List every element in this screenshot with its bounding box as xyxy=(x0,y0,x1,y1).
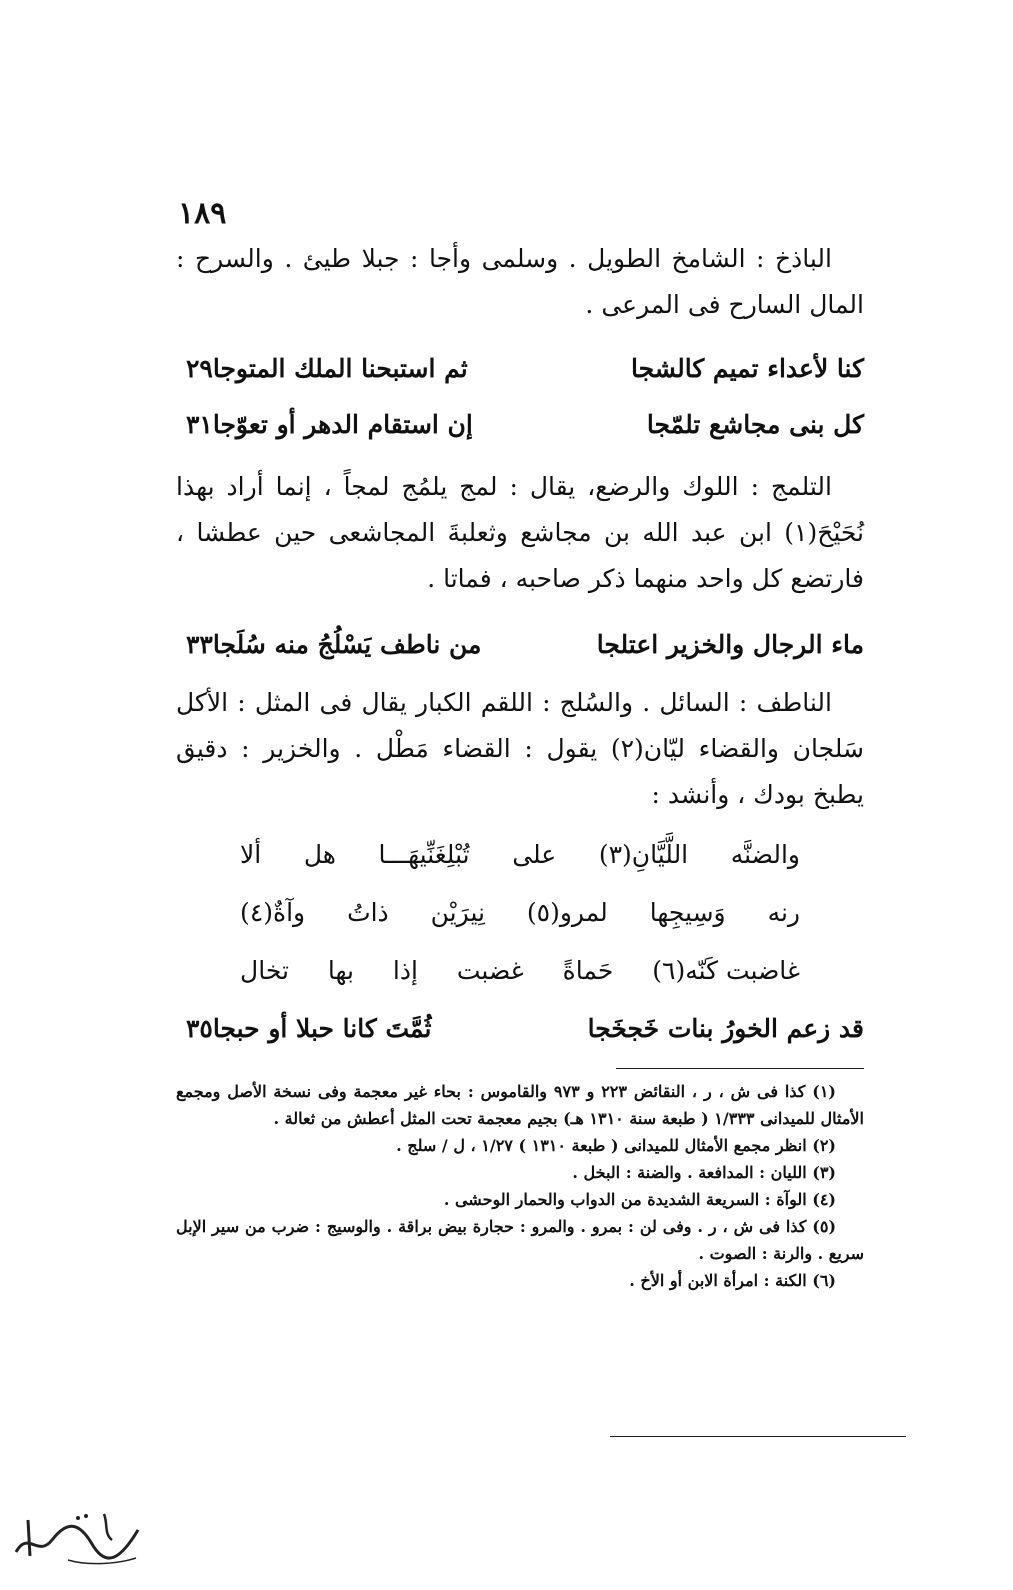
footnotes xyxy=(176,1078,864,1294)
verse-35 xyxy=(176,1006,864,1050)
quoted-word: غاضبت كَنّه(٦) xyxy=(652,955,800,985)
quoted-word: بها xyxy=(327,955,354,985)
verse-hemistich-first xyxy=(176,354,468,383)
quoted-verse-2 xyxy=(240,890,800,934)
quoted-verse-3 xyxy=(240,948,800,992)
page-number: ١٨٩ xyxy=(178,196,227,231)
quoted-word: نِيرَيْن xyxy=(430,897,485,927)
verse-hemistich-text: من ناطف يَسْلُجُ منه سُلَجا xyxy=(212,629,482,659)
verse-hemistich-text: إن استقام الدهر أو تعوّجا xyxy=(212,409,473,439)
verse-31 xyxy=(176,402,864,446)
bottom-divider xyxy=(610,1436,906,1437)
quoted-word: ذاتُ xyxy=(347,897,389,927)
verse-hemistich-second: ماء الرجال والخزير اعتلجا xyxy=(596,629,864,659)
verse-number: ٢٩ xyxy=(186,353,213,383)
calligraphy-watermark-logo xyxy=(8,1500,148,1570)
footnote-4: (٤) الوآة : السريعة الشديدة من الدواب والحمار الوحشى . xyxy=(443,1190,836,1209)
footnote-2: (٢) انظر مجمع الأمثال للميدانى ( طبعة ١٣١٠ ) ١/٢٧ ، ل / سلج . xyxy=(396,1136,836,1155)
verse-hemistich-text: ثُمَّتَ كانا حبلا أو حبجا xyxy=(212,1013,432,1043)
quoted-word: هل xyxy=(303,839,336,869)
verse-hemistich-second: قد زعم الخورُ بنات خَجخَجا xyxy=(587,1013,864,1043)
quoted-word: لمرو(٥) xyxy=(526,897,608,927)
quoted-word: رنه xyxy=(767,897,800,927)
verse-hemistich-first xyxy=(176,410,473,439)
paragraph-albadikh xyxy=(176,236,864,328)
verse-number: ٣٥ xyxy=(186,1013,213,1043)
quoted-word: غضبت xyxy=(456,955,524,985)
verse-hemistich-first xyxy=(176,1014,431,1043)
footnote-5: (٥) كذا فى ش ، ر . وفى لن : بمرو . والمرو : حجارة بيض براقة . والوسيج : ضرب من سير الإبل سريع . والرنة : الصوت . xyxy=(176,1217,864,1263)
quoted-word: حَماةً xyxy=(562,955,614,985)
verse-33 xyxy=(176,622,864,666)
quoted-word: ألا xyxy=(240,839,262,869)
quoted-verse-1 xyxy=(240,832,800,876)
verse-hemistich-first xyxy=(176,630,481,659)
quoted-word: تُبْلِغَنِّيهَـــا xyxy=(378,839,470,869)
paragraph-natif xyxy=(176,680,864,818)
paragraph-text: الباذخ : الشامخ الطويل . وسلمى وأجا : جبلا طيئ . والسرح : المال السارح فى المرعى . xyxy=(176,244,864,319)
quoted-word: تخال xyxy=(240,955,289,985)
footnote-divider xyxy=(616,1068,864,1069)
paragraph-talammuj xyxy=(176,464,864,602)
verse-hemistich-second: كنا لأعداء تميم كالشجا xyxy=(631,353,864,383)
verse-hemistich-second: كل بنى مجاشع تلمّجا xyxy=(646,409,864,439)
footnote-6: (٦) الكنة : امرأة الابن أو الأخ . xyxy=(629,1271,836,1290)
quoted-word: على xyxy=(512,839,557,869)
verse-hemistich-text: ثم استبحنا الملك المتوجا xyxy=(212,353,468,383)
quoted-word: اللَّيَّانِ(٣) xyxy=(598,839,689,869)
quoted-word: وَسِيجِها xyxy=(649,897,726,927)
paragraph-text: التلمج : اللوك والرضع، يقال : لمج يلمُج لمجاً ، إنما أراد بهذا نُحَيْحَ(١) ابن عبد الله بن مجاشع وثعلبةَ المجاشعى حين عطشا ، فارتضع كل واحد منهما ذكر صاحبه ، فماتا . xyxy=(176,472,864,593)
calligraphy-logo-icon xyxy=(8,1500,148,1570)
footnote-3: (٣) الليان : المدافعة . والضنة : البخل . xyxy=(572,1163,836,1182)
verse-number: ٣١ xyxy=(186,409,213,439)
quoted-word: إذا xyxy=(392,955,418,985)
quoted-word: وآةٌ(٤) xyxy=(240,897,306,927)
quoted-word: والضنَّه xyxy=(730,839,800,869)
verse-29 xyxy=(176,346,864,390)
verse-number: ٣٣ xyxy=(186,629,213,659)
paragraph-text: الناطف : السائل . والسُلج : اللقم الكبار يقال فى المثل : الأكل سَلجان والقضاء ليّان(٢) يقول : القضاء مَطْل . والخزير : دقيق يطبخ بودك ، وأنشد : xyxy=(176,688,864,809)
footnote-1: (١) كذا فى ش ، ر ، النقائض ٢٢٣ و ٩٧٣ والقاموس : بحاء غير معجمة وفى نسخة الأصل ومجمع الأمثال للميدانى ١/٣٣٣ ( طبعة سنة ١٣١٠ هـ) بجيم معجمة تحت المثل أعطش من ثعالة . xyxy=(176,1082,864,1128)
